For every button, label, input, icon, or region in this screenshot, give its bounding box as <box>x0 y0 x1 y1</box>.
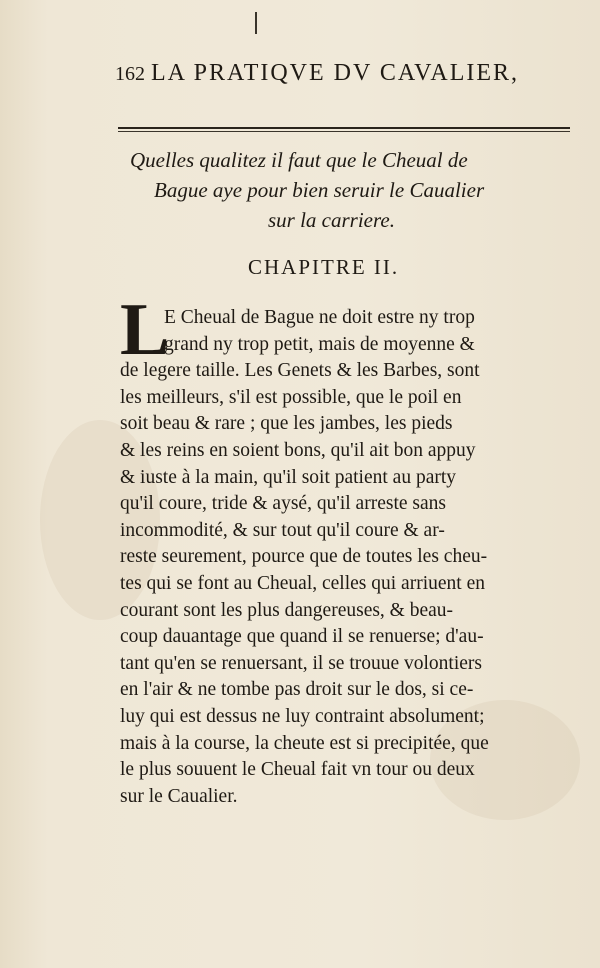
text-line: de legere taille. Les Genets & les Barbes, sont <box>120 360 480 382</box>
top-mark <box>255 12 257 34</box>
text-line: en l'air & ne tombe pas droit sur le dos, si ce- <box>120 679 474 701</box>
text-line: courant sont les plus dangereuses, & beau- <box>120 599 454 621</box>
running-head <box>115 60 585 96</box>
chapter-subtitle <box>130 145 570 235</box>
drop-cap-initial: L <box>120 289 170 371</box>
text-line: soit beau & rare ; que les jambes, les pieds <box>120 413 453 435</box>
text-line: grand ny trop petit, mais de moyenne & <box>164 333 475 355</box>
text-line: tant qu'en se renuersant, il se trouue volontiers <box>120 652 482 674</box>
header-rule <box>118 127 570 129</box>
text-line: reste seurement, pource que de toutes les cheu- <box>120 546 488 568</box>
text-line: luy qui est dessus ne luy contraint absolument; <box>120 705 485 727</box>
text-line: incommodité, & sur tout qu'il coure & ar- <box>120 519 445 541</box>
header-rule-thin <box>118 131 570 132</box>
text-line: & iuste à la main, qu'il soit patient au party <box>120 466 457 488</box>
running-title: LA PRATIQVE DV CAVALIER, <box>151 60 520 86</box>
subtitle-line: sur la carriere. <box>268 208 395 232</box>
text-line: les meilleurs, s'il est possible, que le poil en <box>120 386 462 408</box>
text-line: le plus souuent le Cheual fait vn tour ou deux <box>120 759 475 781</box>
text-line: sur le Caualier. <box>120 785 238 807</box>
body-text <box>120 305 575 810</box>
text-line: mais à la course, la cheute est si precipitée, que <box>120 732 489 754</box>
text-line: qu'il coure, tride & aysé, qu'il arreste sans <box>120 493 446 515</box>
text-line: E Cheual de Bague ne doit estre ny trop <box>164 307 475 328</box>
subtitle-line: Quelles qualitez il faut que le Cheual de <box>130 148 468 172</box>
subtitle-line: Bague aye pour bien seruir le Caualier <box>154 178 485 202</box>
text-line: coup dauantage que quand il se renuerse; d'au- <box>120 626 484 648</box>
text-line: tes qui se font au Cheual, celles qui arriuent en <box>120 572 485 594</box>
text-line: & les reins en soient bons, qu'il ait bon appuy <box>120 439 476 461</box>
chapter-heading: CHAPITRE II. <box>248 255 400 279</box>
page-number: 162 <box>115 63 145 85</box>
